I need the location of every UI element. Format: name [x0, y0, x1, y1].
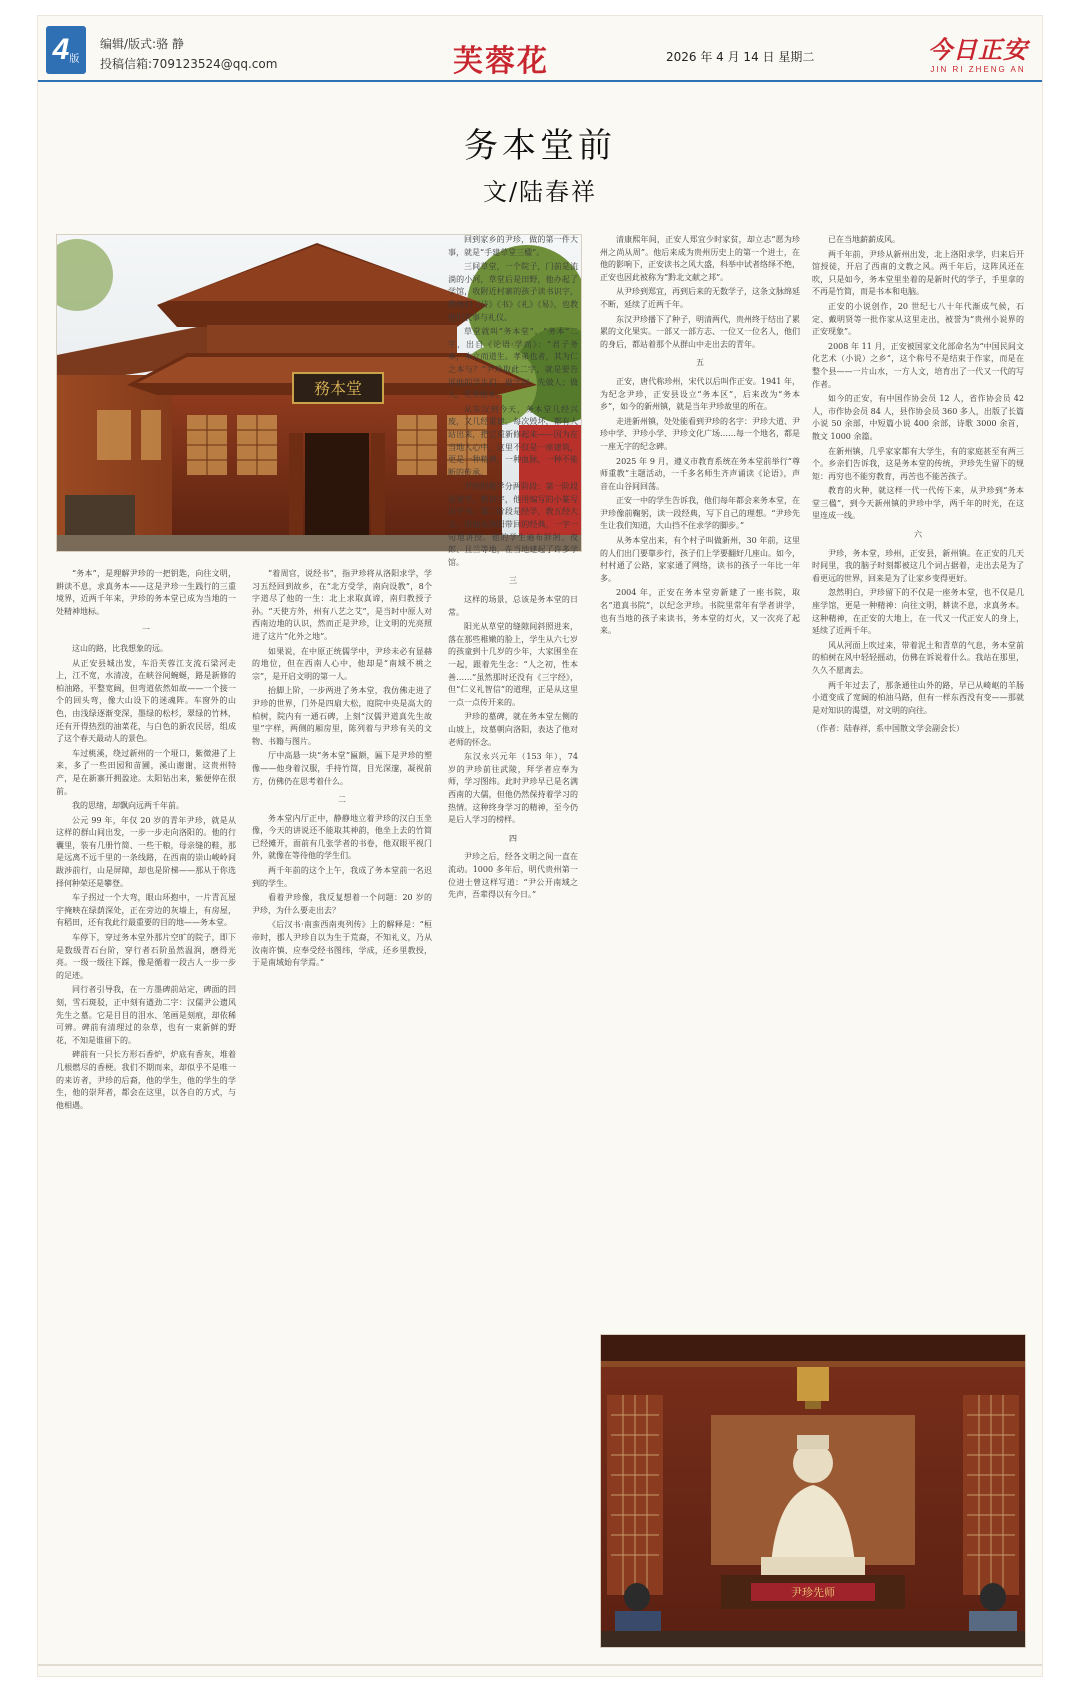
paragraph: 尹珍之后，经各文明之间一直在流动。1000 多年后，明代贵州第一位进士曾这样写道：“尹公开南域之先声，吾辈得以有今日。”	[448, 852, 578, 900]
paragraph: 2025 年 9 月，遵义市教育系统在务本堂前举行“尊师重教”主题活动，一千多名师生齐声诵读《论语》，声音在山谷间回荡。	[600, 456, 800, 491]
paragraph: “着周官，说经书”，指尹珍将从洛阳求学，学习五经回到故乡，在“北方受学，南向设教”，8个字道尽了他的一生：北上求取真谛，南归教授子孙。“天使方外，州有八艺之艾”，是当时中原人对西南边地的认识，然而正是尹珍，让文明的光亮照进了这片“化外之地”。	[252, 569, 432, 641]
editor-info	[100, 34, 277, 74]
paragraph: 回到家乡的尹珍，做的第一件大事，就是“手建草堂三楹”。	[448, 235, 578, 257]
paragraph: 我的思绪，却飘向远两千年前。	[72, 801, 184, 811]
paragraph: 如今的正安，有中国作协会员 12 人，省作协会员 42 人，市作协会员 84 人，县作协会员 360 多人，出版了长篇小说 50 余部，中短篇小说 400 余部，诗歌 3000 余首，散文 1000 余篇。	[812, 394, 1024, 441]
text-column-3	[448, 234, 578, 1636]
paragraph: 阳光从草堂的缝隙间斜照进来，落在那些稚嫩的脸上，学生从六七岁的孩童到十几岁的少年，大家围坐在一起，跟着先生念：“人之初，性本善……”虽然那时还没有《三字经》，但“仁义礼智信”的道理，正是从这里一点一点传开来的。	[448, 622, 578, 707]
paragraph: 从尹珍到郑宜，再到后来的无数学子，这条文脉绵延不断，延续了近两千年。	[600, 287, 800, 309]
section-number: 二	[338, 795, 346, 805]
statue-plaque-text: 尹珍先师	[791, 1586, 835, 1599]
page-header	[38, 16, 1042, 86]
text-column-4	[600, 234, 800, 1320]
masthead-logo	[928, 30, 1028, 74]
statue-illustration	[601, 1335, 1025, 1647]
paragraph: 两千年过去了，那条通往山外的路，早已从崎岖的羊肠小道变成了宽阔的柏油马路，但有一样东西没有变——那就是对知识的渴望，对文明的向往。	[812, 680, 1024, 715]
page-unit: 版	[69, 53, 80, 65]
author-note: （作者：陆春祥，系中国散文学会副会长）	[812, 724, 964, 734]
paragraph: 碑前有一只长方形石香炉，炉底有香灰，堆着几根燃尽的香梗。我们不期而来，却似乎不是唯一的来访者，尹珍的后裔，他的学生，他的学生的学生，他的崇拜者，都会在这里，以各自的方式，与他相遇。	[56, 1050, 236, 1110]
paragraph: 抬脚上阶，一步两进了务本堂，我仿佛走进了尹珍的世界，门外是四扇大松，庭院中央是高大的柏树，院内有一通石碑，上刻“汉儒尹道真先生故里”字样，两侧的厢房里，陈列着与尹珍有关的文物、书籍与图片。	[252, 686, 432, 746]
text-column-5	[812, 234, 1024, 1320]
paragraph: 东汉尹珍播下了种子，明清两代，贵州终于结出了累累的文化果实。一部又一部方志、一位又一位名人，他们的身后，都站着那个从群山中走出去的青年。	[600, 314, 800, 349]
paragraph: 2004 年，正安在务本堂旁新建了一座书院，取名“道真书院”，以纪念尹珍。书院里常年有学者讲学，也有当地的孩子来读书，务本堂的灯火，又一次亮了起来。	[600, 588, 800, 636]
paragraph: 2008 年 11 月，正安被国家文化部命名为“中国民间文化艺术（小说）之乡”，这个称号不是结束于作家，而是在整个县——一片山水，一方人文，培育出了一代又一代的写作者。	[812, 341, 1024, 389]
paragraph: 这山的路，比我想象的远。	[72, 643, 168, 653]
issue-date: 2026 年 4 月 14 日 星期二	[666, 50, 815, 64]
section-number: 六	[914, 530, 922, 540]
paragraph: 《后汉书·南蛮西南夷列传》上的解释是：“桓帝时，郡人尹珍自以为生于荒裔，不知礼义，乃从汝南许慎、应奉受经书图纬，学成，还乡里教授，于是南域始有学焉。”	[252, 920, 432, 968]
paragraph: 同行者引导我，在一方墨碑前站定，碑面的凹刻，雪石斑驳，正中刻有遒劲二字：汉儒尹公遗风先生之墓。它是目目的泪水、笔画是刻痕，却依稀可辨。碑前有清理过的杂草，也有一束新鲜的野花，不知是谁留下的。	[56, 985, 236, 1045]
page-footer-rule	[38, 1664, 1042, 1666]
section-number: 三	[509, 576, 517, 586]
section-number: 一	[142, 625, 150, 635]
paragraph: 两千年前，尹珍从新州出发，北上洛阳求学，归来后开馆授徒，开启了西南的文教之风。两千年后，这阵风还在吹，只是如今，务本堂里坐着的是新时代的学子，手里拿的不再是竹简，而是书本和电脑。	[812, 249, 1024, 297]
section-number: 五	[696, 358, 704, 368]
paragraph: 看着尹珍像，我反复想着一个问题：20 岁的尹珍，为什么要走出去？	[252, 893, 432, 915]
text-column-1	[56, 568, 236, 1636]
page-number-badge	[46, 26, 86, 74]
paragraph: 草堂就叫“务本堂”。“务本”二字，出自《论语·学而》：“君子务本，本立而道生。孝弟也者，其为仁之本与？”尹珍取此二字，就是要告诉他的学生们：做学问，先做人；做人，先务根本。	[448, 327, 578, 400]
email-line: 投稿信箱:709123524@qq.com	[100, 57, 278, 71]
paragraph: 清康熙年间，正安人郑宜少时家贫，却立志“愿为珍州之尚从周”。他后来成为贵州历史上的第一个进士，在他的影响下，正安读书之风大盛，科举中试者络绎不绝，正安也因此被称为“黔北文献之邦”。	[600, 235, 800, 282]
page-number: 4	[52, 33, 70, 66]
paragraph: 风从河面上吹过来，带着泥土和青草的气息，务本堂前的柏树在风中轻轻摇动，仿佛在诉说着什么。我站在那里，久久不愿离去。	[812, 640, 1024, 675]
text-column-2	[252, 568, 432, 1636]
paragraph: 车过桃溪，绕过新州的一个垭口，紫微港了上来，多了一些田园和苗圃，溪山谢谢，这贵州特产，是在新寨开拥盈途。太阳钻出来，紫便停在很前。	[56, 748, 236, 796]
pavilion-sign-text: 務本堂	[313, 379, 363, 398]
paragraph: “务本”，是理解尹珍的一把钥匙，向往文明，耕读不息，求真务本——这是尹珍一生践行的三重境界，近两千年来，尹珍的务本堂已成为当地的一处精神地标。	[56, 569, 236, 616]
section-title: 芙蓉花	[453, 44, 549, 79]
paragraph: 厅中高悬一块“务本堂”匾额，匾下是尹珍的塑像——他身着汉服，手持竹简，目光深邃，凝视前方，仿佛仍在思考着什么。	[252, 751, 432, 786]
paragraph: 尹珍的墓碑，就在务本堂左侧的山坡上，坟墓朝向洛阳，表达了他对老师的怀念。	[448, 712, 578, 747]
article-author: 文/陆春祥	[482, 178, 598, 206]
paragraph: 尹珍，务本堂，珍州，正安县，新州镇。在正安的几天时间里，我的脑子时刻都被这几个词占据着，走出去是为了看更远的世界，回来是为了让家乡变得更好。	[812, 548, 1024, 583]
masthead-en: JIN RI ZHENG AN	[930, 65, 1026, 74]
paragraph: 正安一中的学生告诉我，他们每年都会来务本堂，在尹珍像前鞠躬，读一段经典，写下自己的理想。“尹珍先生让我们知道，大山挡不住求学的脚步。”	[600, 496, 800, 531]
paragraph: 车子拐过一个大弯，眼山环抱中，一片青瓦屋宇掩映在绿荫深处，正在旁边的灰墙上，有房屋，有稻田，还有我此行最重要的目的地——务本堂。	[56, 893, 236, 928]
section-number: 四	[509, 833, 517, 843]
paragraph: 从东汉到今天，务本堂几经兴废，又几经重建。每次毁坏，都有人站出来，把它重新修起来——因为在当地人心中，这里不仅是一座建筑，更是一种精神，一种血脉，一种不能断的传承。	[448, 404, 578, 477]
paragraph: 已在当地薪薪成风。	[828, 235, 900, 244]
paragraph: 正安的小说创作，20 世纪七八十年代渐成气候，石定、戴明贤等一批作家从这里走出，被誉为“贵州小说界的正安现象”。	[812, 301, 1024, 337]
paragraph: 东汉永兴元年（153 年），74 岁的尹珍前往武陵，拜学者应奉为师，学习图纬。此时尹珍早已是名满西南的大儒，但他仍然保持着学习的热情。这种终身学习的精神，至今仍是后人学习的榜样。	[448, 752, 578, 825]
paragraph: 忽然明白，尹珍留下的不仅是一座务本堂，也不仅是几座学馆，更是一种精神：向往文明，耕读不息，求真务本。这种精神，在正安的大地上，在一代又一代正安人的身上，延续了近两千年。	[812, 588, 1024, 636]
paragraph: 务本堂内厅正中，静静地立着尹珍的汉白玉坐像，今天的讲说还不能取其神韵，他坐上去的竹简已经摊开，面前有几张学者的书卷，他双眼平视门外，就像在等待他的学生们。	[252, 813, 432, 861]
paragraph: 教育的火种，就这样一代一代传下来，从尹珍到“务本堂三楹”，到今天新州镇的尹珍中学，两千年的时光，在这里连成一线。	[812, 486, 1024, 521]
paragraph: 如果说，在中原正统儒学中，尹珍未必有显赫的地位，但在西南人心中，他却是“南域不祧之宗”，是开启文明的第一人。	[252, 646, 432, 681]
masthead-cn: 今日正安	[928, 35, 1028, 64]
paragraph: 在新州镇，几乎家家都有大学生，有的家庭甚至有两三个。乡亲们告诉我，这是务本堂的传统，尹珍先生留下的规矩：再穷也不能穷教育，再苦也不能苦孩子。	[812, 446, 1024, 481]
paragraph: 车停下，穿过务本堂外那片空旷的院子，即下是数级青石台阶，穿行者石阶虽然温润，磨得光亮。一级一级往下踩，像是循着一段古人一步一步的足迹。	[56, 933, 236, 980]
statue-photo	[600, 1334, 1026, 1648]
paragraph: 从务本堂出来，有个村子叫做新州，30 年前，这里的人们出门要靠步行，孩子们上学要翻好几座山。如今，村村通了公路，家家通了网络，读书的孩子一年比一年多。	[600, 536, 800, 583]
paragraph: 三间草堂，一个院子，门前是流淌的小河，草堂后是田野，他办起了学馆，收附近村寨的孩子读书识字，教他们《诗》《书》《礼》《易》，也教他们农事与礼仪。	[448, 262, 578, 322]
paragraph: 公元 99 年，年仅 20 岁的青年尹珍，就是从这样的群山间出发，一步一步走向洛阳的。他的行囊里，装有几册竹简、一些干粮，母亲缝的鞋，那是远离不远千里的一条线路，在西南的崇山峻岭间跋涉前行，山是屏障，却也是阶梯——那从于你选择何种荣还是攀登。	[56, 815, 236, 888]
paragraph: 走进新州镇，处处能看到尹珍的名字：尹珍大道、尹珍中学、尹珍小学、尹珍文化广场……每一个地名，都是一座无字的纪念碑。	[600, 416, 800, 451]
header-rule	[38, 80, 1042, 82]
paragraph: 尹珍的教学分两阶段：第一阶段是蒙学，教识字，他用编写的小篆写出字书；第二阶段是经学，教五经大义，用他从洛阳带回的经典，一字一句地讲授。他的学生遍布牂牁、夜郎、且兰等地，在当地建起了许多学馆。	[448, 482, 578, 567]
paragraph: 这样的场景，总该是务本堂的日常。	[448, 595, 578, 617]
paragraph: 两千年前的这个上午，我成了务本堂前一名迟到的学生。	[252, 866, 432, 888]
article-title: 务本堂前	[464, 126, 616, 166]
paragraph: 从正安县城出发，车沿芙蓉江支流石梁河走上，江不宽，水清凌，在峡谷间蜿蜒，路是新修的柏油路，平整宽阔，但弯道依然如故——一个接一个的回头弯，像大山设下的迷魂阵。车窗外的山色，由浅绿逐渐变深，墨绿的松杉，翠绿的竹林，还有开得热烈的油菜花，与白色的新农民居，组成了这个春天最动人的景色。	[56, 658, 236, 744]
editor-line: 编辑/版式:骆 静	[100, 37, 184, 51]
paragraph: 正安，唐代称珍州，宋代以后叫作正安。1941 年，为纪念尹珍，正安县设立“务本区”，后来改为“务本乡”，如今的新州镇，就是当年尹珍故里的所在。	[600, 376, 800, 412]
